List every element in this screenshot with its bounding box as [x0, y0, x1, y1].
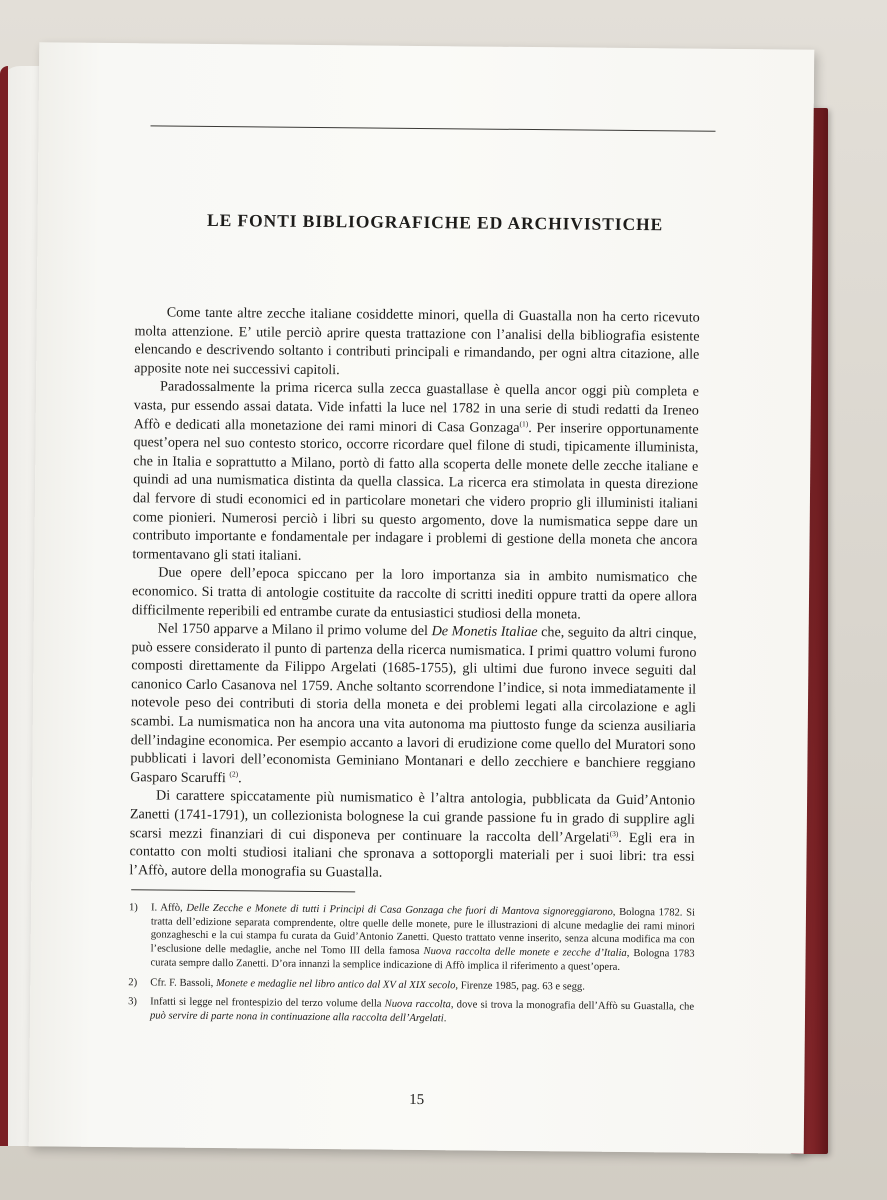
footnotes — [128, 901, 695, 1034]
text-run: Nel 1750 apparve a Milano il primo volume del — [157, 620, 432, 640]
chapter-title: LE FONTI BIBLIOGRAFICHE ED ARCHIVISTICHE — [206, 209, 664, 235]
text-run: . — [238, 770, 242, 787]
footnote-separator — [131, 889, 355, 892]
footnote-number: 3) — [128, 996, 137, 1008]
left-cover-rim — [0, 66, 8, 1146]
text-run: Di carattere spiccatamente più numismatico è l’altra antologia, pubblicata da Guid’Antonio Zanetti (1741-1791), un collezionista bolognese la cui grande passione fu in grado di supplire agli scarsi mezzi finanziari di cui disponeva per continuare la raccolta dell’Argelati — [129, 787, 696, 846]
page-number: 15 — [409, 1091, 425, 1109]
footnote-reference: (3) — [609, 828, 619, 838]
italic-text: Nuova raccolta — [384, 998, 451, 1011]
header-rule — [151, 125, 716, 131]
body-text — [129, 303, 700, 885]
body-paragraph — [132, 564, 698, 625]
footnote-number: 1) — [128, 902, 138, 914]
footnote-reference: (1) — [519, 418, 529, 428]
italic-text: De Monetis Italiae — [431, 623, 538, 641]
italic-text: Monete e medaglie nel libro antico dal XV al XIX secolo — [215, 977, 456, 991]
italic-text: Nuova raccolta delle monete e zecche d’Italia — [423, 946, 627, 960]
body-paragraph — [134, 303, 700, 383]
footnote — [128, 976, 694, 995]
footnote — [128, 995, 694, 1028]
text-run: Paradossalmente la prima ricerca sulla zecca guastallase è quella ancor oggi più completa e vasta, pur essendo assai datata. Vide infatti la luce nel 1782 in una serie di studi redatti da Ireneo Affò e dedicati alla monetazione dei rami minori di Casa Gonzaga — [133, 378, 700, 436]
text-run: , Firenze 1985, pag. 63 e segg. — [455, 979, 585, 993]
text-run: , Bologna 1782. Si tratta dell’edizione separata comprendente, oltre quelle delle monete, pure le illustrazioni di alcune medaglie dei rami minori gonzagheschi e la cui stampa fu curata da Guid’Antonio Zanetti. Questo trattato venne inserito, senza alcuna modifica ma con l’esclusione delle medaglie, anche nel Tomo III della famosa — [150, 906, 696, 958]
text-run: che, seguito da altri cinque, può essere considerato il punto di partenza della ricerca numismatica. I primi quattro volumi furono composti direttamente da Filippo Argelati (1685-1755), gli ultimi due furono invece seguiti dal canonico Carlo Casanova nel 1759. Anche soltanto scorrendone l’indice, si nota immediatamente il notevole peso dei contributi di storia della moneta e dei problemi legati alla circolazione e agli scambi. La numismatica non ha ancora una vita autonoma ma piuttosto funge da scienza ausiliaria dell’indagine economica. Per esempio accanto a lavori di erudizione come quello del Muratori sono pubblicati i lavori dell’economista Geminiano Montanari e dello zecchiere e banchiere reggiano Gasparo Scaruffi — [130, 624, 697, 787]
body-paragraph — [132, 378, 699, 569]
text-run: Cfr. F. Bassoli, — [150, 976, 217, 989]
text-run: . Per inserire opportunamente quest’opera nel suo contesto storico, occorre ricordare quel filone di studi, tipicamente illuminista, che in Italia e soprattutto a Milano, portò di fatto alla scoperta delle monete delle zecche italiane e quindi ad una numismatica distinta da quella classica. La ricerca era stimolata in questa direzione dal fervore di studi economici ed in particolare monetari che videro proprio gli illuministi italiani come pionieri. Numerosi perciò i libri su questo argomento, dove la numismatica seppe dare un contributo importante e fondamentale per indagare i problemi di gestione della moneta che ancora tormentavano gli stati italiani. — [132, 419, 699, 564]
text-run: . — [443, 1013, 447, 1025]
body-paragraph — [129, 787, 695, 885]
text-run: , Bologna 1783 curata sempre dallo Zanetti. D’ora innanzi la semplice indicazione di Affò implica il riferimento a quest’opera. — [150, 948, 695, 973]
italic-text: può servire di parte nona in continuazione alla raccolta dell’Argelati — [149, 1010, 444, 1025]
text-run: Due opere dell’epoca spiccano per la loro importanza sia in ambito numismatico che economico. Si tratta di antologie costituite da raccolte di scritti inediti oppure tratti da opere allora difficilmente reperibili ed entrambe curate da entusiastici studiosi della moneta. — [131, 564, 698, 623]
body-paragraph — [130, 619, 697, 792]
text-run: Infatti si legge nel frontespizio del terzo volume della — [150, 996, 385, 1010]
text-run: I. Affò, — [150, 902, 187, 914]
italic-text: Delle Zecche e Monete di tutti i Principi di Casa Gonzaga che fuori di Mantova signoreggiarono — [186, 902, 613, 918]
text-run: , dove si trova la monografia dell’Affò su Guastalla, che — [450, 999, 695, 1013]
footnote-reference: (2) — [229, 769, 239, 779]
book-page — [29, 42, 815, 1153]
footnote-number: 2) — [128, 976, 138, 988]
text-run: Come tante altre zecche italiane cosiddette minori, quella di Guastalla non ha certo ricevuto molta attenzione. E’ utile perciò aprire questa trattazione con l’analisi della bibliografia esistente elencando e descrivendo soltanto i contributi principali e rimandando, per ogni altra citazione, alle apposite note nei successivi capitoli. — [134, 304, 700, 378]
text-run: . Egli era in contatto con molti studiosi italiani che spronava a sottoporgli materiali per i suoi libri: tra essi l’Affò, autore della monografia su Guastalla. — [129, 829, 695, 881]
footnote — [128, 901, 695, 975]
